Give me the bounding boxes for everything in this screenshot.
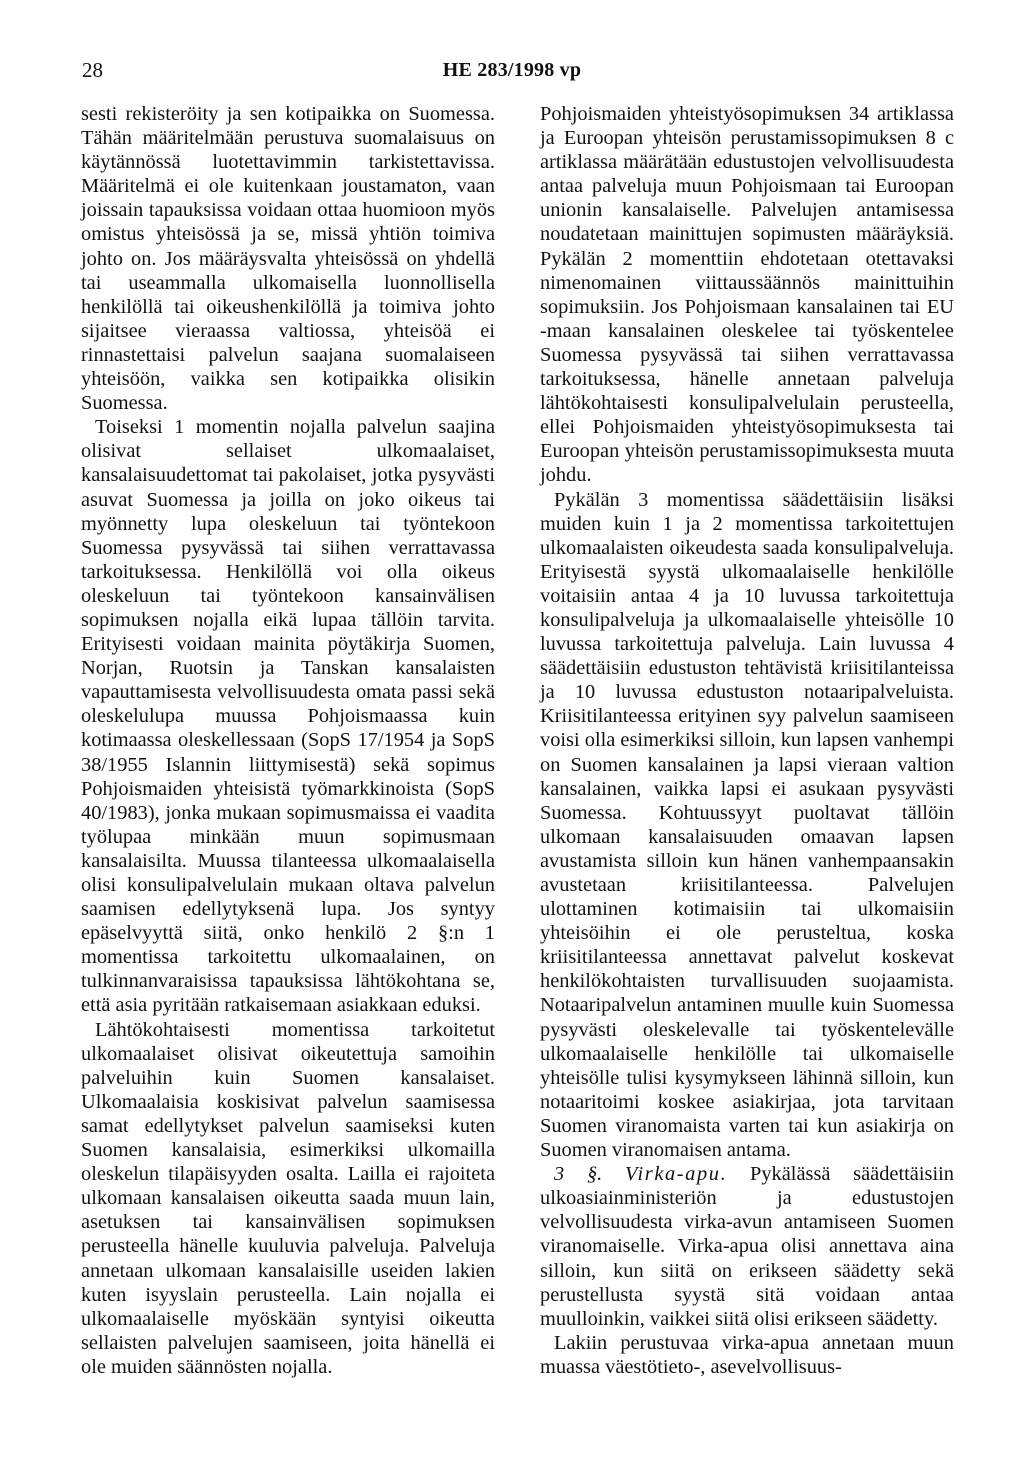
paragraph: sesti rekisteröity ja sen kotipaikka on Suomessa. Tähän määritelmään perustuva suomalaisuus on käytännössä luotettavimmin tarkistettavissa. Määritelmä ei ole kuitenkaan joustamaton, vaan joissain tapauksissa voidaan ottaa huomioon myös omistus yhteisössä ja se, missä yhtiön toimiva johto on. Jos määräysvalta yhteisössä on yhdellä tai useammalla ulkomaisella luonnollisella henkilöllä tai oikeushenkilöllä ja toimiva johto sijaitsee vieraassa valtiossa, yhteisöä ei rinnastettaisi palvelun saajana suomalaiseen yhteisöön, vaikka sen kotipaikka olisikin Suomessa. — [81, 103, 495, 415]
left-column — [81, 102, 495, 1379]
paragraph: Toiseksi 1 momentin nojalla palvelun saajina olisivat sellaiset ulkomaalaiset, kansalaisuudettomat tai pakolaiset, jotka pysyvästi asuvat Suomessa ja joilla on joko oikeus tai myönnetty lupa oleskeluun tai työntekoon Suomessa pysyvässä tai siihen verrattavassa tarkoituksessa. Henkilöllä voi olla oikeus oleskeluun tai työntekoon kansainvälisen sopimuksen nojalla eikä lupaa tällöin tarvita. Erityisesti voidaan mainita pöytäkirja Suomen, Norjan, Ruotsin ja Tanskan kansalaisten vapauttamisesta velvollisuudesta omata passi sekä oleskelulupa muussa Pohjoismaassa kuin kotimaassa oleskellessaan (SopS 17/1954 ja SopS 38/1955 Islannin liittymisestä) sekä sopimus Pohjoismaiden yhteisistä työmarkkinoista (SopS 40/1983), jonka mukaan sopimusmaissa ei vaadita työlupaa minkään muun sopimusmaan kansalaisilta. Muussa tilanteessa ulkomaalaisella olisi konsulipalvelulain mukaan oltava palvelun saamisen edellytyksenä lupa. Jos syntyy epäselvyyttä siitä, onko henkilö 2 §:n 1 momentissa tarkoitettu ulkomaalainen, on tulkinnanvaraisissa tapauksissa lähtökohtana se, että asia pyritään ratkaisemaan asiakkaan eduksi. — [81, 416, 495, 1017]
section-title: Virka-apu. — [625, 1163, 728, 1186]
paragraph: Pohjoismaiden yhteistyösopimuksen 34 artiklassa ja Euroopan yhteisön perustamissopimuksen 8 c artiklassa määrätään edustustojen velvollisuudesta antaa palveluja muun Pohjoismaan tai Euroopan unionin kansalaiselle. Palvelujen antamisessa noudatetaan mainittujen sopimusten määräyksiä. Pykälän 2 momenttiin ehdotetaan otettavaksi nimenomainen viittaussäännös mainittuihin sopimuksiin. Jos Pohjoismaan kansalainen tai EU -maan kansalainen oleskelee tai työskentelee Suomessa pysyvässä tai siihen verrattavassa tarkoituksessa, hänelle annetaan palveluja lähtökohtaisesti konsulipalvelulain perusteella, ellei Pohjoismaiden yhteistyösopimuksesta tai Euroopan yhteisön perustamissopimuksesta muuta johdu. — [540, 103, 954, 487]
page-number: 28 — [82, 58, 103, 82]
section-paragraph — [540, 1162, 954, 1331]
running-header: HE 283/1998 vp — [442, 59, 582, 81]
right-column — [540, 102, 954, 1379]
section-number: 3 §. — [554, 1163, 603, 1186]
section-body: Pykälässä säädettäisiin ulkoasiainministeriön ja edustustojen velvollisuudesta virka-avun antamiseen Suomen viranomaiselle. Virka-apua olisi annettava aina silloin, kun siitä on erikseen säädetty sekä perustellusta syystä sitä voidaan antaa muulloinkin, vaikkei siitä olisi erikseen säädetty. — [540, 1163, 954, 1330]
paragraph: Pykälän 3 momentissa säädettäisiin lisäksi muiden kuin 1 ja 2 momentissa tarkoitettujen ulkomaalaisten oikeudesta saada konsulipalveluja. Erityisestä syystä ulkomaalaiselle henkilölle voitaisiin antaa 4 ja 10 luvussa tarkoitettuja konsulipalveluja ja ulkomaalaiselle yhteisölle 10 luvussa tarkoitettuja palveluja. Lain luvussa 4 säädettäisiin edustuston tehtävistä kriisitilanteissa ja 10 luvussa edustuston notaaripalveluista. Kriisitilanteessa erityinen syy palvelun saamiseen voisi olla esimerkiksi silloin, kun lapsen vanhempi on Suomen kansalainen ja lapsi vieraan valtion kansalainen, vaikka lapsi ei asukaan pysyvästi Suomessa. Kohtuussyyt puoltavat tällöin ulkomaan kansalaisuuden omaavan lapsen avustamista silloin kun hänen vanhempaansakin avustetaan kriisitilanteessa. Palvelujen ulottaminen kotimaisiin tai ulkomaisiin yhteisöihin ei ole perusteltua, koska kriisitilanteessa annettavat palvelut koskevat henkilökohtaisten turvallisuuden suojaamista. Notaaripalvelun antaminen muulle kuin Suomessa pysyvästi oleskelevalle tai työskentelevälle ulkomaalaiselle henkilölle tai ulkomaiselle yhteisölle tulisi kysymykseen lähinnä silloin, kun notaaritoimi koskee asiakirjaa, jota tarvitaan Suomen viranomaista varten tai kun asiakirja on Suomen viranomaisen antama. — [540, 488, 954, 1162]
paragraph: Lähtökohtaisesti momentissa tarkoitetut ulkomaalaiset olisivat oikeutettuja samoihin palveluihin kuin Suomen kansalaiset. Ulkomaalaisia koskisivat palvelun saamisessa samat edellytykset palvelun saamiseksi kuten Suomen kansalaisia, esimerkiksi ulkomailla oleskelun tilapäisyyden osalta. Lailla ei rajoiteta ulkomaan kansalaisen oikeutta saada muun lain, asetuksen tai kansainvälisen sopimuksen perusteella hänelle kuuluvia palveluja. Palveluja annetaan ulkomaan kansalaisille useiden lakien kuten isyyslain perusteella. Lain nojalla ei ulkomaalaiselle myöskään syntyisi oikeutta sellaisten palvelujen saamiseen, joita hänellä ei ole muiden säännösten nojalla. — [81, 1018, 495, 1378]
paragraph: Lakiin perustuvaa virka-apua annetaan muun muassa väestötieto-, asevelvollisuus- — [540, 1331, 954, 1378]
